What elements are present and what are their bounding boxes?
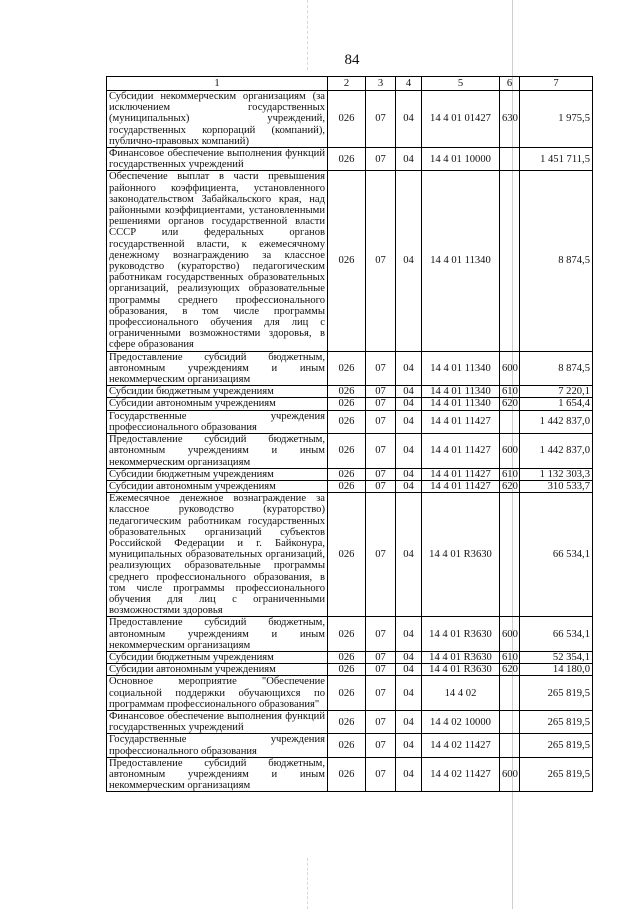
target-code-cell: 14 4 01 11340 bbox=[422, 171, 500, 351]
target-code-cell: 14 4 02 bbox=[422, 676, 500, 711]
subsection-code-cell: 04 bbox=[396, 410, 422, 433]
expense-type-cell: 610 bbox=[500, 651, 520, 663]
expense-type-cell: 600 bbox=[500, 434, 520, 469]
column-header: 1 bbox=[107, 77, 328, 91]
table-row bbox=[107, 468, 593, 480]
table-row bbox=[107, 617, 593, 652]
table-row bbox=[107, 434, 593, 469]
section-code-cell: 07 bbox=[366, 710, 396, 733]
target-code-cell: 14 4 02 11427 bbox=[422, 757, 500, 792]
table-body bbox=[107, 91, 593, 792]
table-row bbox=[107, 351, 593, 386]
admin-code-cell: 026 bbox=[328, 757, 366, 792]
row-name-cell: Субсидии автономным учреждениям bbox=[107, 480, 328, 492]
table-row bbox=[107, 91, 593, 148]
row-name-cell: Основное мероприятие "Обеспечение социальной поддержки обучающихся по программам профессионального образования" bbox=[107, 676, 328, 711]
amount-cell: 1 654,4 bbox=[520, 398, 593, 410]
admin-code-cell: 026 bbox=[328, 351, 366, 386]
section-code-cell: 07 bbox=[366, 493, 396, 617]
row-name-cell: Субсидии автономным учреждениям bbox=[107, 398, 328, 410]
fold-line bbox=[307, 858, 308, 909]
target-code-cell: 14 4 01 10000 bbox=[422, 148, 500, 171]
target-code-cell: 14 4 01 R3630 bbox=[422, 651, 500, 663]
table-row bbox=[107, 710, 593, 733]
expense-type-cell: 620 bbox=[500, 480, 520, 492]
target-code-cell: 14 4 01 11340 bbox=[422, 386, 500, 398]
admin-code-cell: 026 bbox=[328, 676, 366, 711]
admin-code-cell: 026 bbox=[328, 493, 366, 617]
table-header-row bbox=[107, 77, 593, 91]
table-row bbox=[107, 410, 593, 433]
admin-code-cell: 026 bbox=[328, 468, 366, 480]
expense-type-cell bbox=[500, 676, 520, 711]
table-row bbox=[107, 651, 593, 663]
amount-cell: 1 975,5 bbox=[520, 91, 593, 148]
fold-line bbox=[307, 0, 308, 70]
expense-type-cell: 630 bbox=[500, 91, 520, 148]
amount-cell: 265 819,5 bbox=[520, 676, 593, 711]
row-name-cell: Ежемесячное денежное вознаграждение за классное руководство (кураторство) педагогическим работникам государственных образовательных организаций субъектов Российской Федерации и г. Байконура, муниципальных образовательных организаций, реализующих образовательные программы среднего профессионального образования, в том числе программы профессионального обучения для лиц с ограниченными возможностями здоровья bbox=[107, 493, 328, 617]
expense-type-cell: 600 bbox=[500, 757, 520, 792]
section-code-cell: 07 bbox=[366, 91, 396, 148]
table-row bbox=[107, 676, 593, 711]
row-name-cell: Финансовое обеспечение выполнения функций государственных учреждений bbox=[107, 710, 328, 733]
admin-code-cell: 026 bbox=[328, 617, 366, 652]
section-code-cell: 07 bbox=[366, 148, 396, 171]
row-name-cell: Финансовое обеспечение выполнения функций государственных учреждений bbox=[107, 148, 328, 171]
section-code-cell: 07 bbox=[366, 398, 396, 410]
row-name-cell: Государственные учреждения профессионального образования bbox=[107, 734, 328, 757]
column-header: 7 bbox=[520, 77, 593, 91]
subsection-code-cell: 04 bbox=[396, 434, 422, 469]
row-name-cell: Предоставление субсидий бюджетным, автономным учреждениям и иным некоммерческим организациям bbox=[107, 617, 328, 652]
subsection-code-cell: 04 bbox=[396, 468, 422, 480]
amount-cell: 14 180,0 bbox=[520, 664, 593, 676]
table-row bbox=[107, 398, 593, 410]
amount-cell: 52 354,1 bbox=[520, 651, 593, 663]
row-name-cell: Субсидии бюджетным учреждениям bbox=[107, 468, 328, 480]
row-name-cell: Предоставление субсидий бюджетным, автономным учреждениям и иным некоммерческим организациям bbox=[107, 351, 328, 386]
column-header: 4 bbox=[396, 77, 422, 91]
target-code-cell: 14 4 02 11427 bbox=[422, 734, 500, 757]
row-name-cell: Субсидии бюджетным учреждениям bbox=[107, 386, 328, 398]
admin-code-cell: 026 bbox=[328, 410, 366, 433]
amount-cell: 265 819,5 bbox=[520, 734, 593, 757]
subsection-code-cell: 04 bbox=[396, 651, 422, 663]
amount-cell: 8 874,5 bbox=[520, 171, 593, 351]
amount-cell: 265 819,5 bbox=[520, 757, 593, 792]
section-code-cell: 07 bbox=[366, 171, 396, 351]
amount-cell: 1 451 711,5 bbox=[520, 148, 593, 171]
target-code-cell: 14 4 01 01427 bbox=[422, 91, 500, 148]
table-row bbox=[107, 664, 593, 676]
admin-code-cell: 026 bbox=[328, 434, 366, 469]
section-code-cell: 07 bbox=[366, 351, 396, 386]
amount-cell: 66 534,1 bbox=[520, 493, 593, 617]
table-row bbox=[107, 171, 593, 351]
section-code-cell: 07 bbox=[366, 480, 396, 492]
target-code-cell: 14 4 01 11427 bbox=[422, 434, 500, 469]
admin-code-cell: 026 bbox=[328, 398, 366, 410]
subsection-code-cell: 04 bbox=[396, 493, 422, 617]
subsection-code-cell: 04 bbox=[396, 617, 422, 652]
expense-type-cell: 620 bbox=[500, 664, 520, 676]
subsection-code-cell: 04 bbox=[396, 398, 422, 410]
column-header: 5 bbox=[422, 77, 500, 91]
expense-type-cell: 610 bbox=[500, 386, 520, 398]
amount-cell: 310 533,7 bbox=[520, 480, 593, 492]
expense-type-cell bbox=[500, 171, 520, 351]
amount-cell: 7 220,1 bbox=[520, 386, 593, 398]
target-code-cell: 14 4 01 11427 bbox=[422, 468, 500, 480]
admin-code-cell: 026 bbox=[328, 734, 366, 757]
target-code-cell: 14 4 01 11340 bbox=[422, 351, 500, 386]
section-code-cell: 07 bbox=[366, 468, 396, 480]
target-code-cell: 14 4 01 11427 bbox=[422, 480, 500, 492]
row-name-cell: Субсидии некоммерческим организациям (за исключением государственных (муниципальных) учреждений, государственных корпораций (компаний), публично-правовых компаний) bbox=[107, 91, 328, 148]
target-code-cell: 14 4 01 R3630 bbox=[422, 493, 500, 617]
row-name-cell: Субсидии бюджетным учреждениям bbox=[107, 651, 328, 663]
amount-cell: 1 132 303,3 bbox=[520, 468, 593, 480]
row-name-cell: Субсидии автономным учреждениям bbox=[107, 664, 328, 676]
expense-type-cell bbox=[500, 148, 520, 171]
expense-type-cell bbox=[500, 710, 520, 733]
target-code-cell: 14 4 01 11427 bbox=[422, 410, 500, 433]
admin-code-cell: 026 bbox=[328, 171, 366, 351]
target-code-cell: 14 4 01 R3630 bbox=[422, 617, 500, 652]
row-name-cell: Государственные учреждения профессионального образования bbox=[107, 410, 328, 433]
amount-cell: 8 874,5 bbox=[520, 351, 593, 386]
budget-table bbox=[106, 76, 593, 792]
section-code-cell: 07 bbox=[366, 410, 396, 433]
expense-type-cell: 600 bbox=[500, 351, 520, 386]
table-row bbox=[107, 386, 593, 398]
subsection-code-cell: 04 bbox=[396, 386, 422, 398]
column-header: 3 bbox=[366, 77, 396, 91]
amount-cell: 265 819,5 bbox=[520, 710, 593, 733]
row-name-cell: Предоставление субсидий бюджетным, автономным учреждениям и иным некоммерческим организациям bbox=[107, 757, 328, 792]
subsection-code-cell: 04 bbox=[396, 148, 422, 171]
amount-cell: 1 442 837,0 bbox=[520, 410, 593, 433]
amount-cell: 1 442 837,0 bbox=[520, 434, 593, 469]
subsection-code-cell: 04 bbox=[396, 676, 422, 711]
section-code-cell: 07 bbox=[366, 664, 396, 676]
subsection-code-cell: 04 bbox=[396, 734, 422, 757]
section-code-cell: 07 bbox=[366, 676, 396, 711]
page-number: 84 bbox=[344, 52, 360, 68]
section-code-cell: 07 bbox=[366, 434, 396, 469]
admin-code-cell: 026 bbox=[328, 710, 366, 733]
target-code-cell: 14 4 01 R3630 bbox=[422, 664, 500, 676]
section-code-cell: 07 bbox=[366, 734, 396, 757]
table-row bbox=[107, 148, 593, 171]
column-header: 2 bbox=[328, 77, 366, 91]
subsection-code-cell: 04 bbox=[396, 171, 422, 351]
admin-code-cell: 026 bbox=[328, 651, 366, 663]
admin-code-cell: 026 bbox=[328, 386, 366, 398]
expense-type-cell: 600 bbox=[500, 617, 520, 652]
table-row bbox=[107, 493, 593, 617]
row-name-cell: Обеспечение выплат в части превышения районного коэффициента, установленного законодательством Забайкальского края, над районными коэффициентами, установленными решениями органов государственной власти СССР или федеральных органов государственной власти, к ежемесячному денежному вознаграждению за классное руководство (кураторство) педагогическим работникам государственных образовательных организаций, реализующих образовательные программы среднего профессионального образования, в том числе программы профессионального обучения для лиц с ограниченными возможностями здоровья, в сфере образования bbox=[107, 171, 328, 351]
admin-code-cell: 026 bbox=[328, 664, 366, 676]
section-code-cell: 07 bbox=[366, 651, 396, 663]
subsection-code-cell: 04 bbox=[396, 91, 422, 148]
subsection-code-cell: 04 bbox=[396, 480, 422, 492]
admin-code-cell: 026 bbox=[328, 480, 366, 492]
row-name-cell: Предоставление субсидий бюджетным, автономным учреждениям и иным некоммерческим организациям bbox=[107, 434, 328, 469]
expense-type-cell: 610 bbox=[500, 468, 520, 480]
target-code-cell: 14 4 02 10000 bbox=[422, 710, 500, 733]
table-row bbox=[107, 734, 593, 757]
admin-code-cell: 026 bbox=[328, 91, 366, 148]
section-code-cell: 07 bbox=[366, 757, 396, 792]
column-header: 6 bbox=[500, 77, 520, 91]
expense-type-cell bbox=[500, 493, 520, 617]
subsection-code-cell: 04 bbox=[396, 710, 422, 733]
subsection-code-cell: 04 bbox=[396, 664, 422, 676]
subsection-code-cell: 04 bbox=[396, 757, 422, 792]
amount-cell: 66 534,1 bbox=[520, 617, 593, 652]
expense-type-cell bbox=[500, 410, 520, 433]
expense-type-cell: 620 bbox=[500, 398, 520, 410]
section-code-cell: 07 bbox=[366, 386, 396, 398]
target-code-cell: 14 4 01 11340 bbox=[422, 398, 500, 410]
section-code-cell: 07 bbox=[366, 617, 396, 652]
table-row bbox=[107, 480, 593, 492]
subsection-code-cell: 04 bbox=[396, 351, 422, 386]
expense-type-cell bbox=[500, 734, 520, 757]
table-row bbox=[107, 757, 593, 792]
admin-code-cell: 026 bbox=[328, 148, 366, 171]
